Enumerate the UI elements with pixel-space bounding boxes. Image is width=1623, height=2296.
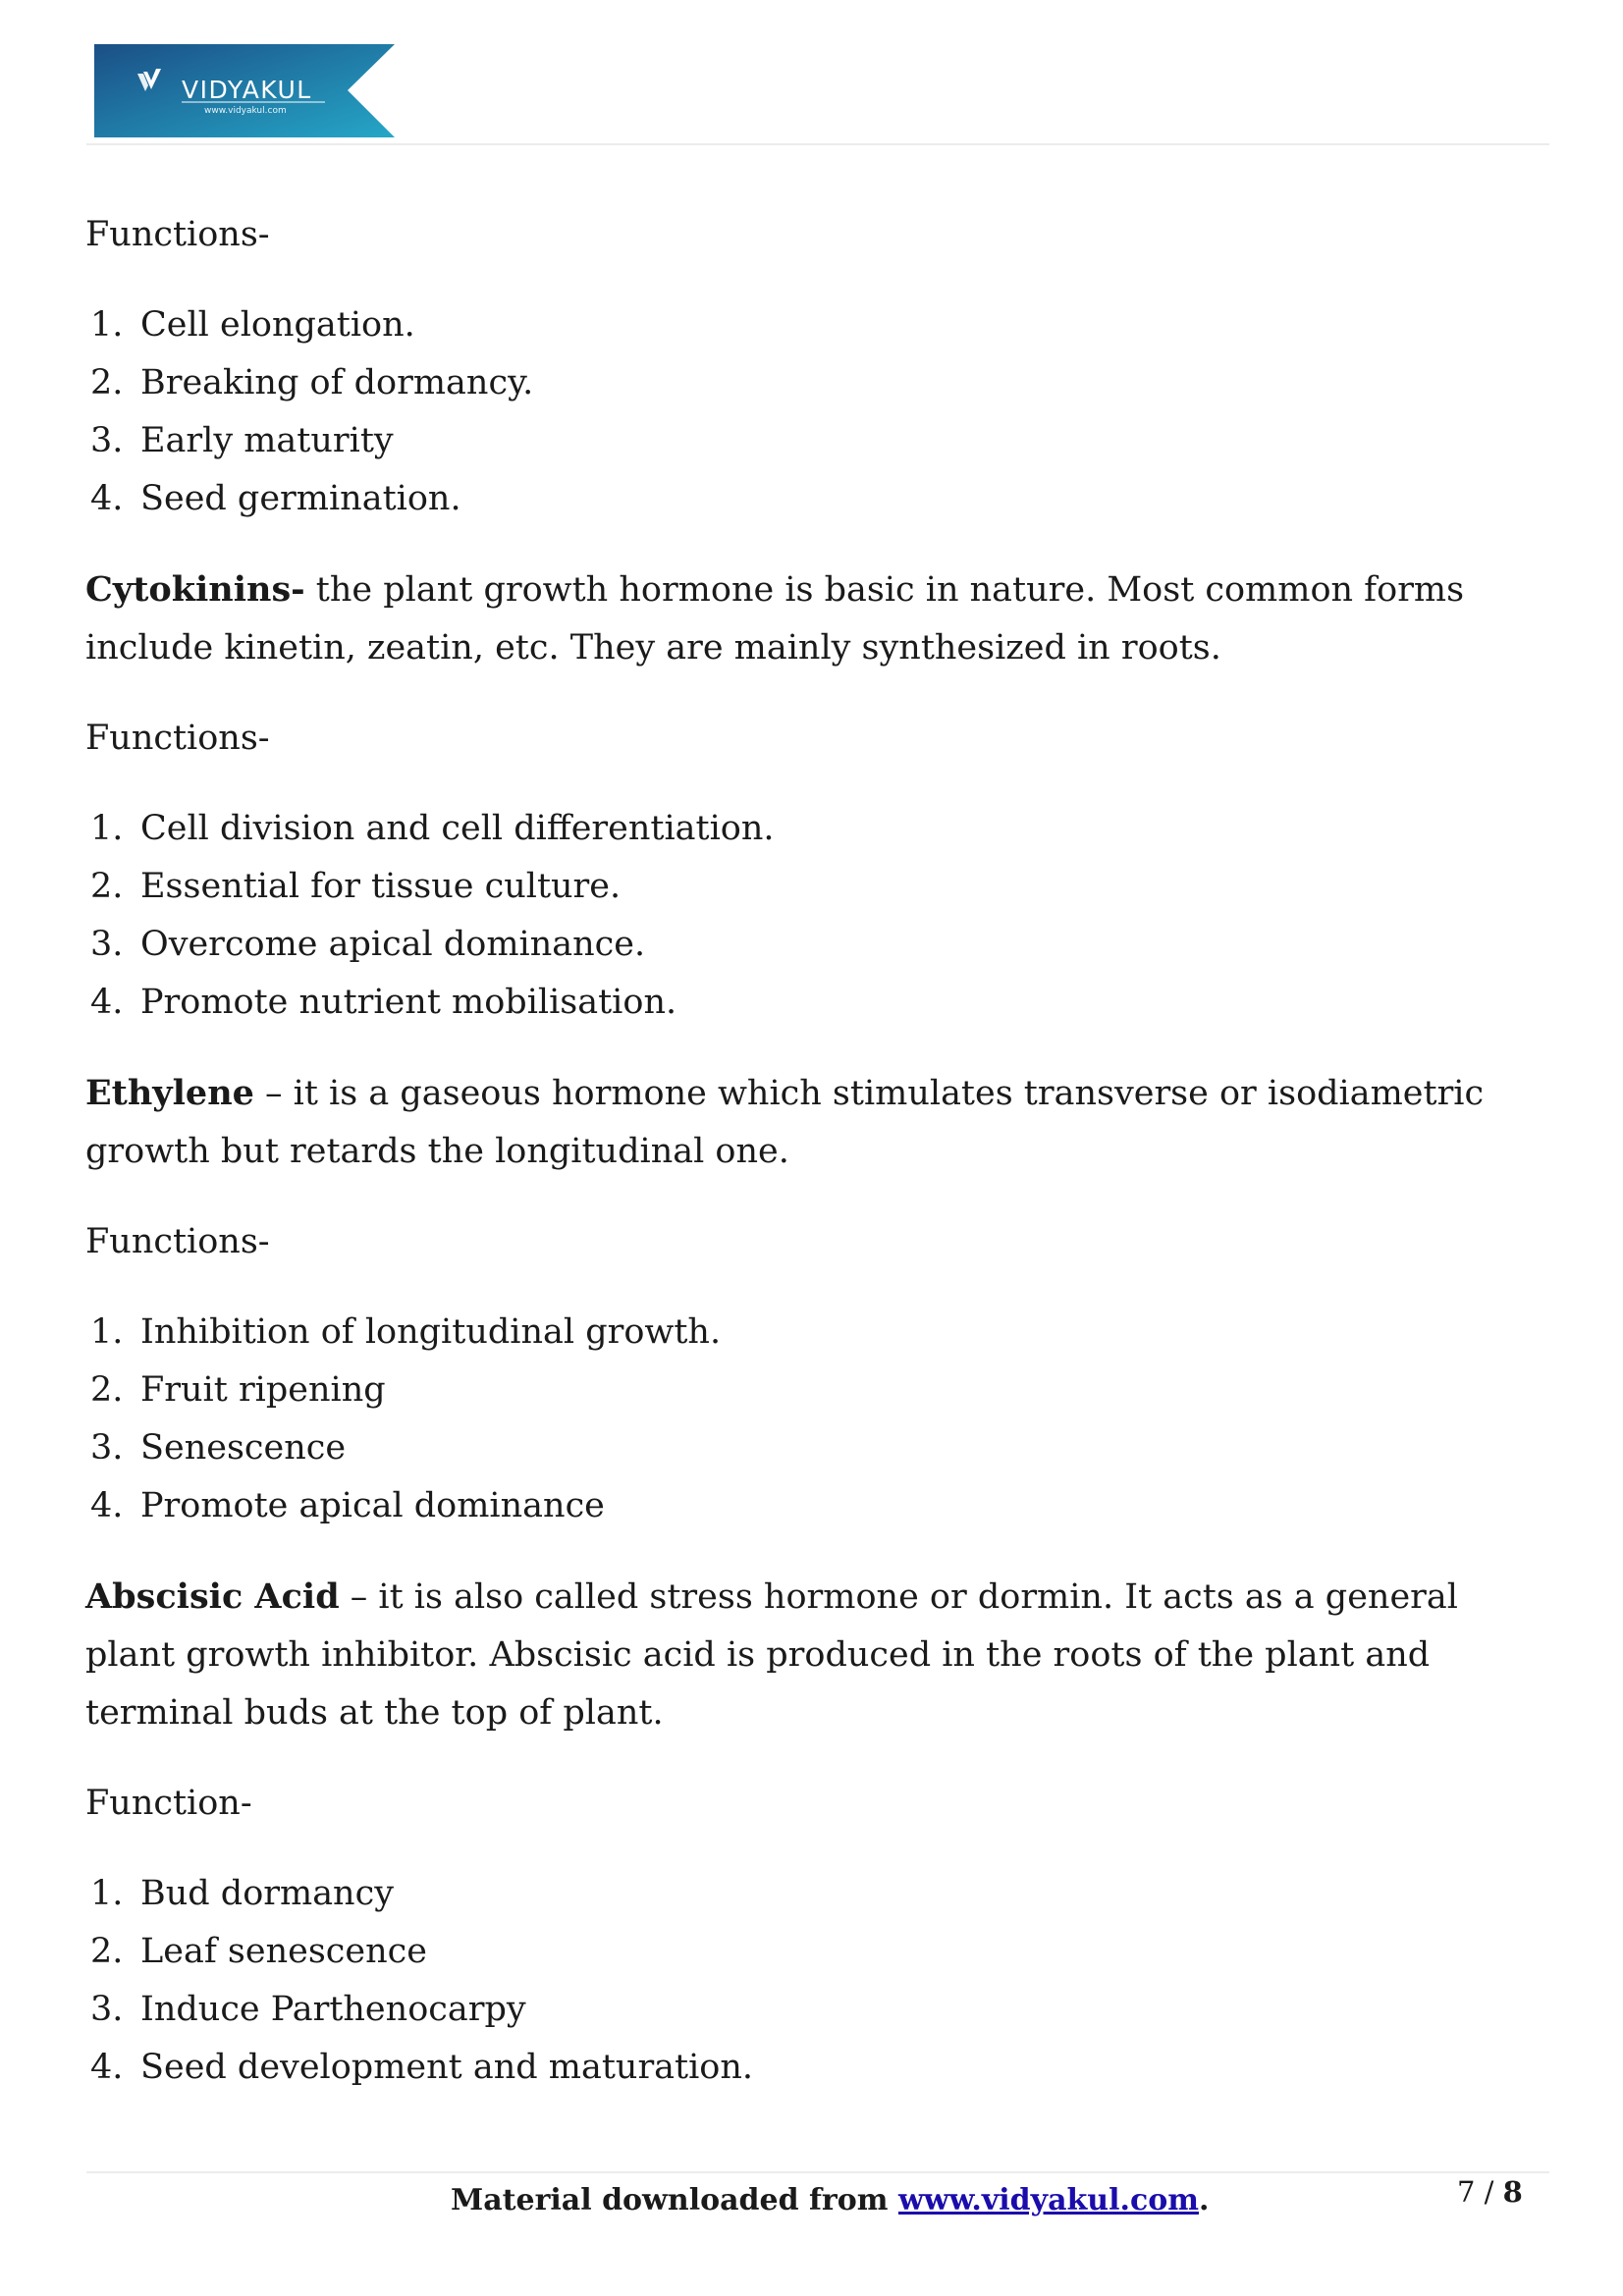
- list-item-number: 2.: [90, 867, 124, 906]
- footer-website-link[interactable]: www.vidyakul.com: [897, 2183, 1199, 2217]
- logo-wordmark: VIDYAKUL: [182, 76, 312, 104]
- list-item-text: Seed development and maturation.: [140, 2048, 754, 2087]
- list-item-number: 1.: [90, 1312, 124, 1352]
- list-item: [85, 2039, 1558, 2097]
- list-item-text: Early maturity: [140, 421, 394, 460]
- list-item: [85, 1923, 1558, 1981]
- list-item-number: 3.: [90, 1990, 124, 2029]
- list-item-text: Cell elongation.: [140, 305, 415, 345]
- logo-banner: [94, 44, 395, 137]
- list-item-number: 1.: [90, 305, 124, 345]
- list-item: [85, 1362, 1558, 1419]
- page-separator: /: [1475, 2175, 1503, 2209]
- footer-divider: [86, 2171, 1549, 2173]
- ethylene-functions-list: [85, 1304, 1558, 1535]
- list-item: [85, 412, 1558, 470]
- list-item-number: 4.: [90, 983, 124, 1022]
- list-item-number: 4.: [90, 2048, 124, 2087]
- footer-suffix: .: [1198, 2183, 1210, 2217]
- list-item: [85, 354, 1558, 412]
- list-item: [85, 1419, 1558, 1477]
- list-item: [85, 1477, 1558, 1535]
- gibberellins-functions-list: [85, 296, 1558, 528]
- list-item-text: Induce Parthenocarpy: [140, 1990, 526, 2029]
- cytokinins-functions-list: [85, 800, 1558, 1032]
- list-item: [85, 800, 1558, 858]
- list-item-number: 2.: [90, 363, 124, 402]
- footer-credit: [451, 2177, 1209, 2224]
- cytokinins-description: the plant growth hormone is basic in nature. Most common forms include kinetin, zeatin, etc. They are mainly synthesized in roots.: [85, 570, 1465, 667]
- ethylene-paragraph: [85, 1064, 1558, 1181]
- list-item-text: Fruit ripening: [140, 1370, 386, 1410]
- list-item: [85, 1304, 1558, 1362]
- functions-label-abscisic: Function-: [85, 1784, 252, 1823]
- list-item-number: 3.: [90, 421, 124, 460]
- list-item: [85, 1981, 1558, 2039]
- list-item: [85, 1865, 1558, 1923]
- list-item: [85, 296, 1558, 354]
- list-item-text: Breaking of dormancy.: [140, 363, 534, 402]
- functions-label-gibberellins: Functions-: [85, 215, 270, 254]
- vidyakul-logo[interactable]: [94, 44, 395, 137]
- list-item-number: 2.: [90, 1370, 124, 1410]
- list-item-text: Inhibition of longitudinal growth.: [140, 1312, 722, 1352]
- term-ethylene: Ethylene: [85, 1073, 254, 1113]
- list-item-number: 2.: [90, 1932, 124, 1971]
- list-item-number: 1.: [90, 809, 124, 848]
- functions-label-cytokinins: Functions-: [85, 719, 270, 758]
- list-item-text: Essential for tissue culture.: [140, 867, 622, 906]
- footer-prefix: Material downloaded from: [451, 2183, 898, 2217]
- list-item-text: Senescence: [140, 1428, 347, 1468]
- list-item-number: 4.: [90, 479, 124, 518]
- list-item-number: 4.: [90, 1486, 124, 1525]
- logo-url: www.vidyakul.com: [204, 106, 287, 116]
- page-current: 7: [1457, 2175, 1476, 2209]
- list-item: [85, 916, 1558, 974]
- list-item-text: Seed germination.: [140, 479, 461, 518]
- list-item-number: 1.: [90, 1874, 124, 1913]
- functions-label-ethylene: Functions-: [85, 1222, 270, 1261]
- document-body: [85, 206, 1558, 2097]
- list-item: [85, 470, 1558, 528]
- header-divider: [86, 143, 1549, 145]
- ethylene-description: – it is a gaseous hormone which stimulates transverse or isodiametric growth but retards the longitudinal one.: [85, 1074, 1485, 1171]
- list-item: [85, 858, 1558, 916]
- list-item-text: Overcome apical dominance.: [140, 925, 646, 964]
- list-item-text: Bud dormancy: [140, 1874, 394, 1913]
- abscisic-description: – it is also called stress hormone or dormin. It acts as a general plant growth inhibitor. Abscisic acid is produced in the roots of the plant and terminal buds at the top of plant.: [85, 1577, 1458, 1733]
- term-cytokinins: Cytokinins-: [85, 569, 305, 610]
- page-header: [0, 0, 1623, 147]
- list-item-text: Promote nutrient mobilisation.: [140, 983, 677, 1022]
- list-item-text: Promote apical dominance: [140, 1486, 605, 1525]
- list-item-text: Cell division and cell differentiation.: [140, 809, 775, 848]
- list-item-number: 3.: [90, 925, 124, 964]
- page-number: [1457, 2172, 1523, 2212]
- abscisic-paragraph: [85, 1568, 1558, 1742]
- list-item: [85, 974, 1558, 1032]
- abscisic-functions-list: [85, 1865, 1558, 2097]
- term-abscisic-acid: Abscisic Acid: [85, 1576, 340, 1617]
- cytokinins-paragraph: [85, 561, 1558, 677]
- page-total: 8: [1502, 2175, 1523, 2209]
- list-item-number: 3.: [90, 1428, 124, 1468]
- list-item-text: Leaf senescence: [140, 1932, 427, 1971]
